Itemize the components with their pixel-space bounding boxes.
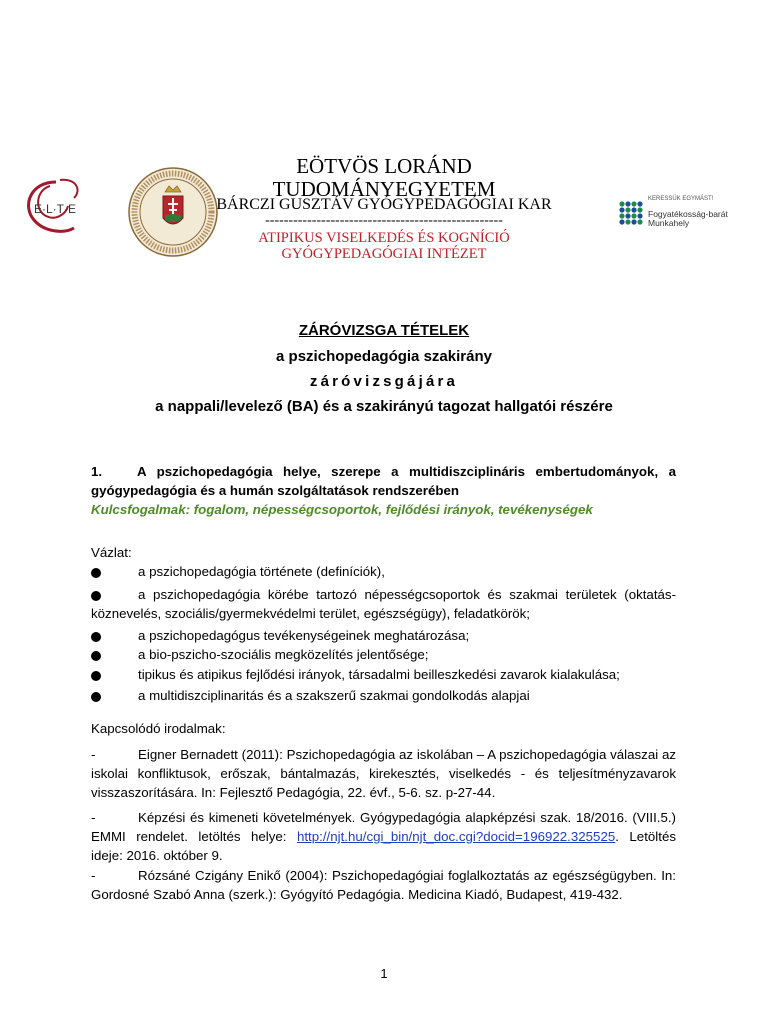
header-separator: ---------------------------------------------------: [265, 213, 503, 228]
outline-bullet-text: a bio-pszicho-szociális megközelítés jelentősége;: [138, 647, 429, 662]
outline-bullet-item: [91, 626, 676, 645]
outline-bullet-text: a pszichopedagógus tevékenységeinek meghatározása;: [138, 628, 470, 643]
bullet-icon: [91, 632, 101, 642]
literature-item: [91, 808, 676, 865]
outline-bullet-item: [91, 665, 676, 684]
topic-keywords: Kulcsfogalmak: fogalom, népességcsoportok, fejlődési irányok, tevékenységek: [91, 502, 593, 517]
page-number: 1: [380, 966, 388, 981]
outline-bullet-item: [91, 562, 676, 581]
literature-dash: -: [91, 747, 96, 762]
literature-dash: -: [91, 810, 96, 825]
document-subtitle-specialization: a pszichopedagógia szakirány: [276, 348, 492, 365]
workplace-logo-line1: Fogyatékosság-barát: [648, 209, 728, 219]
document-title: ZÁRÓVIZSGA TÉTELEK: [298, 322, 470, 339]
institute-name-line2: GYÓGYPEDAGÓGIAI INTÉZET: [281, 246, 487, 262]
outline-bullet-text: a multidiszciplinaritás és a szakszerű szakmai gondolkodás alapjai: [138, 688, 530, 703]
literature-heading: Kapcsolódó irodalmak:: [91, 721, 226, 736]
faculty-name: BÁRCZI GUSZTÁV GYÓGYPEDAGÓGIAI KAR: [216, 196, 552, 213]
outline-bullet-item: [91, 645, 676, 664]
outline-bullet-item: [91, 585, 676, 623]
bullet-icon: [91, 591, 101, 601]
outline-bullet-text: tipikus és atipikus fejlődési irányok, társadalmi beilleszkedési zavarok kialakulása;: [138, 667, 620, 682]
document-subtitle-audience: a nappali/levelező (BA) és a szakirányú tagozat hallgatói részére: [155, 398, 613, 415]
bullet-icon: [91, 671, 101, 681]
literature-text: Eigner Bernadett (2011): Pszichopedagógia az iskolában – A pszichopedagógia válaszai az iskolai konfliktusok, erőszak, bántalmazás, kirekesztés, viselkedés - és teljesítményzavarok visszaszorítására. In: Fejlesztő Pedagógia, 22. évf., 5-6. sz. p-27-44.: [91, 747, 676, 800]
topic-title: A pszichopedagógia helye, szerepe a multidiszciplináris embertudományok, a gyógypedagógia és a humán szolgáltatások rendszerében: [91, 464, 676, 498]
institute-name-line1: ATIPIKUS VISELKEDÉS ÉS KOGNÍCIÓ: [258, 230, 510, 246]
outline-bullet-item: [91, 686, 676, 705]
outline-bullet-text: a pszichopedagógia körébe tartozó népességcsoportok és szakmai területek (oktatás-köznevelés, szociális/gyermekvédelmi terület, egészségügy), feladatkörök;: [91, 587, 676, 621]
literature-item: [91, 866, 676, 904]
outline-heading: Vázlat:: [91, 545, 132, 560]
outline-bullet-text: a pszichopedagógia története (definíciók),: [138, 564, 385, 579]
university-name-line1: EÖTVÖS LORÁND: [296, 154, 472, 178]
literature-item: [91, 745, 676, 802]
bullet-icon: [91, 651, 101, 661]
literature-text: Rózsáné Czigány Enikő (2004): Pszichopedagógiai foglalkoztatás az egészségügyben. In: Gordosné Szabó Anna (szerk.): Gyógyító Pedagógia. Medicina Kiadó, Budapest, 419-432.: [91, 868, 676, 902]
literature-link[interactable]: http://njt.hu/cgi_bin/njt_doc.cgi?docid=196922.325525: [296, 829, 616, 844]
university-name-line2: TUDOMÁNYEGYETEM: [272, 177, 496, 201]
literature-text: [91, 808, 676, 865]
bullet-icon: [91, 568, 101, 578]
literature-text-after-link: . Letöltés ideje: 2016. október 9.: [91, 829, 676, 863]
topic-number: 1.: [91, 464, 103, 479]
workplace-logo-line2: Munkahely: [648, 218, 690, 228]
literature-text-before-link: Képzési és kimeneti követelmények. Gyógypedagógia alapképzési szak. 18/2016. (VIII.5.) EMMI rendelet. letöltés helye:: [91, 810, 676, 844]
literature-dash: -: [91, 868, 96, 883]
elte-logo-text: E·L·T·E: [34, 202, 76, 216]
document-subtitle-exam: záróvizsgájára: [309, 373, 459, 390]
bullet-icon: [91, 692, 101, 702]
workplace-logo-tagline: KERESSÜK EGYMÁST!: [648, 196, 714, 202]
